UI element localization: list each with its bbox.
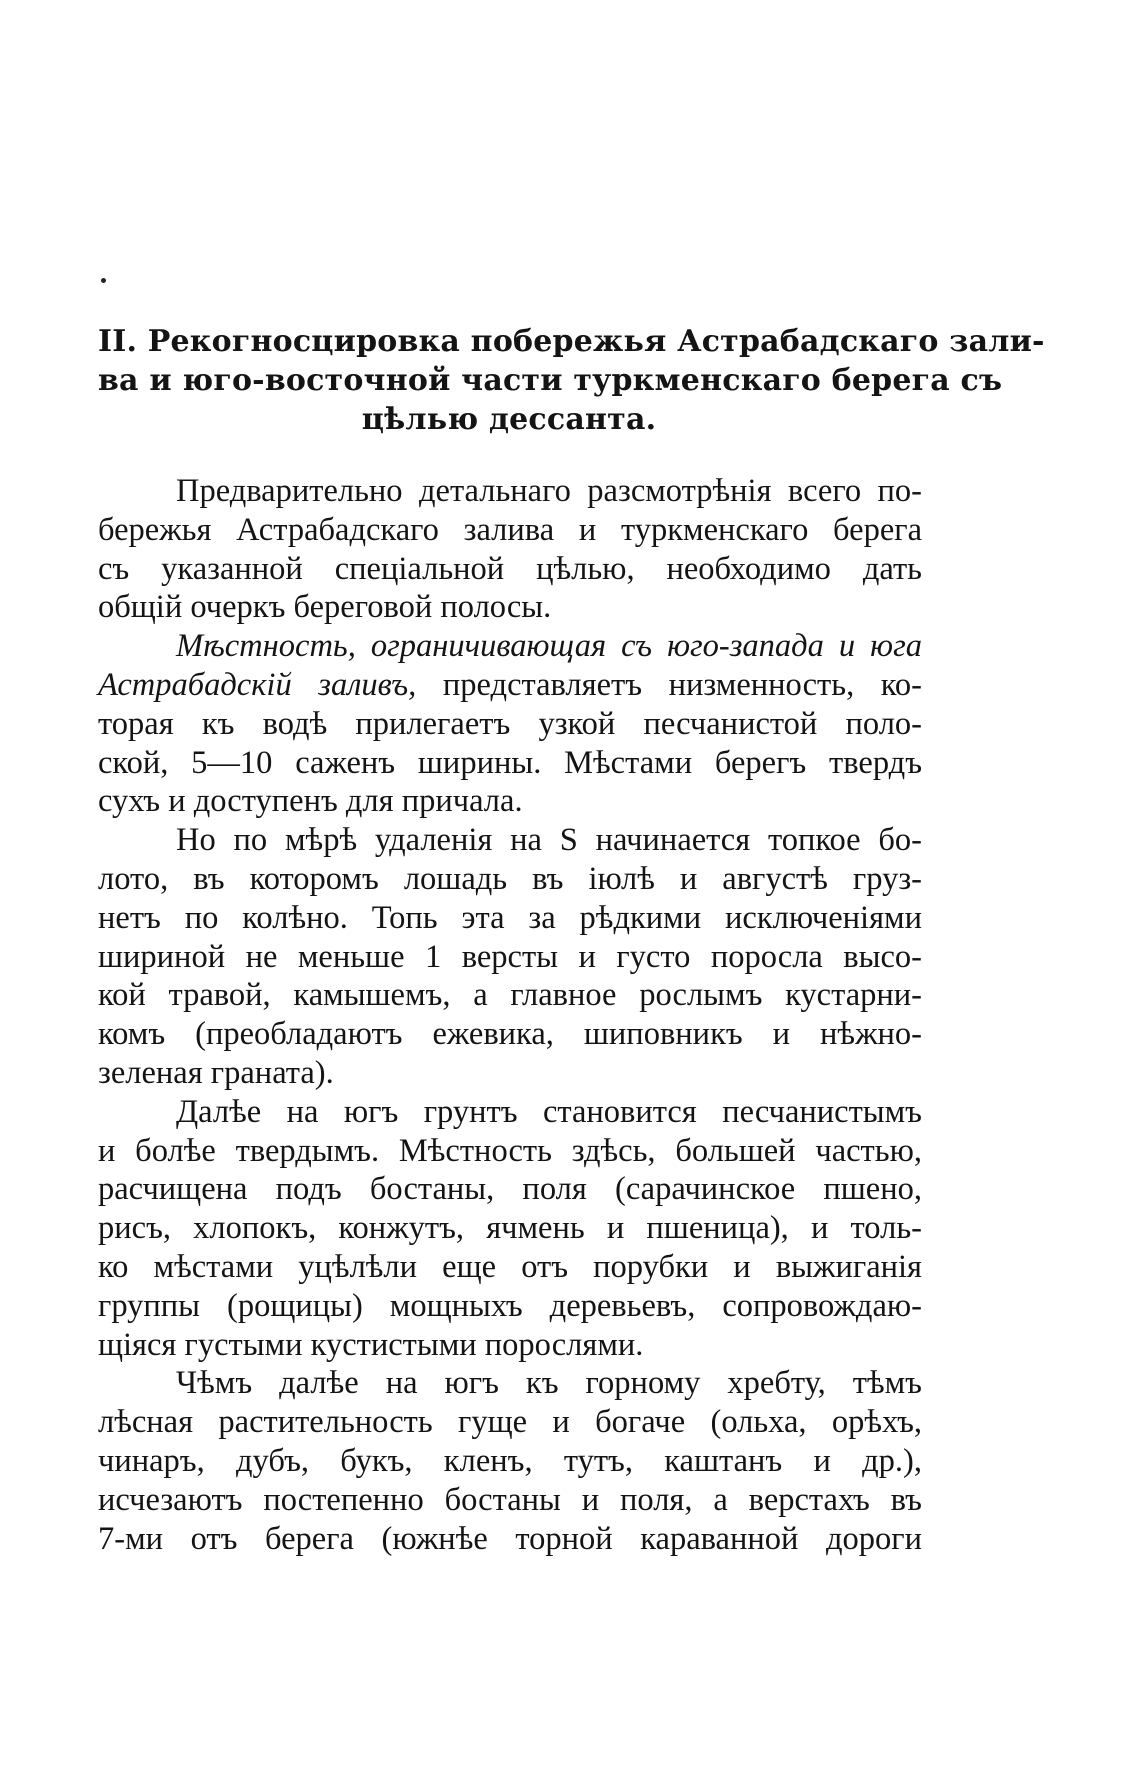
paragraph-2-line — [98, 666, 922, 705]
paragraph-1-line: съ указанной спеціальной цѣлью, необходимо дать — [98, 550, 922, 587]
heading-line: ва и юго-восточной части туркменскаго берега съ — [98, 363, 1003, 398]
paragraph-2-line: сухъ и доступенъ для причала. — [98, 783, 523, 820]
paragraph-5-line: исчезаютъ постепенно бостаны и поля, а верстахъ въ — [98, 1481, 922, 1518]
paragraph-4-line: щіяся густыми кустистыми порослями. — [98, 1326, 644, 1363]
paragraph-2-italic-line: Мѣстность, ограничивающая съ юго-запада и юга — [176, 628, 922, 665]
section-heading — [98, 322, 1045, 439]
paragraph-3-line: лото, въ которомъ лошадь въ іюлѣ и августѣ груз- — [98, 860, 922, 897]
paragraph-4-line: рисъ, хлопокъ, конжутъ, ячмень и пшеница), и толь- — [98, 1210, 922, 1247]
paragraph-1-line: общій очеркъ береговой полосы. — [98, 589, 552, 626]
paragraph-4-line: расчищена подъ бостаны, поля (сарачинское пшено, — [98, 1171, 922, 1208]
line-continuation: представляетъ низменность, ко- — [416, 666, 922, 703]
paragraph-3-line: шириной не меньше 1 версты и густо поросла высо- — [98, 938, 922, 975]
stray-ink-dot — [101, 278, 106, 283]
paragraph-4-line: ко мѣстами уцѣлѣли еще отъ порубки и выжиганія — [98, 1248, 922, 1285]
paragraph-2-line: торая къ водѣ прилегаетъ узкой песчанистой поло- — [98, 705, 922, 742]
paragraph-3-line: комъ (преобладаютъ ежевика, шиповникъ и нѣжно- — [98, 1016, 922, 1053]
paragraph-3-line: Но по мѣрѣ удаленія на S начинается топкое бо- — [176, 822, 922, 859]
heading-line: II. Рекогносцировка побережья Астрабадскаго зали- — [98, 324, 1045, 359]
paragraph-2-line: ской, 5—10 саженъ ширины. Мѣстами берегъ твердъ — [98, 744, 922, 781]
paragraph-5-line: 7-ми отъ берега (южнѣе торной караванной дороги — [98, 1520, 922, 1557]
paragraph-4-line: и болѣе твердымъ. Мѣстность здѣсь, большей частью, — [98, 1132, 922, 1169]
paragraph-3-line: нетъ по колѣно. Топь эта за рѣдкими исключеніями — [98, 899, 922, 936]
paragraph-1-line: Предварительно детальнаго разсмотрѣнія всего по- — [176, 473, 922, 509]
paragraph-4-line: Далѣе на югъ грунтъ становится песчанистымъ — [176, 1093, 922, 1130]
body-text — [98, 472, 922, 1558]
italic-term: Астрабадскій заливъ, — [98, 666, 417, 703]
paragraph-3-line: зеленая граната). — [98, 1054, 334, 1091]
paragraph-3-line: кой травой, камышемъ, а главное рослымъ кустарни- — [98, 977, 922, 1014]
heading-line: цѣлью дессанта. — [361, 402, 657, 437]
paragraph-4-line: группы (рощицы) мощныхъ деревьевъ, сопровождаю- — [98, 1287, 922, 1324]
paragraph-5-line: лѣсная растительность гуще и богаче (ольха, орѣхъ, — [98, 1404, 922, 1441]
paragraph-5-line: Чѣмъ далѣе на югъ къ горному хребту, тѣмъ — [176, 1365, 922, 1402]
paragraph-1-line: бережья Астрабадскаго залива и туркменскаго берега — [98, 511, 922, 548]
paragraph-5-line: чинаръ, дубъ, букъ, кленъ, тутъ, каштанъ и др.), — [98, 1442, 922, 1479]
